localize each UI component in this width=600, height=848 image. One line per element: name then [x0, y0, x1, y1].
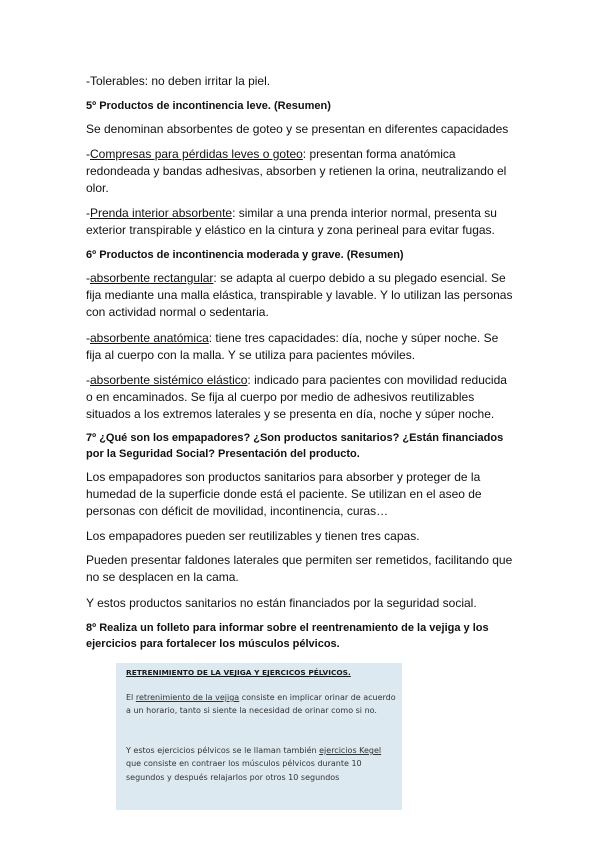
empapadores-faldones: Pueden presentar faldones laterales que permiten ser remetidos, facilitando que no se desplacen en la cama.	[86, 553, 513, 584]
rectangular-text: : se adapta al cuerpo debido a su plegado esencial. Se fija mediante una malla elástica, transpirable y lavable. Y lo utilizan las personas con actividad normal o sedentaria.	[86, 271, 513, 319]
empapadores-financiacion: Y estos productos sanitarios no están financiados por la seguridad social.	[86, 596, 477, 610]
anatomica-text: : tiene tres capacidades: día, noche y súper noche. Se fija al cuerpo con la malla. Y se utiliza para pacientes móviles.	[86, 331, 499, 362]
leaflet-p2-term: ejercicios Kegel	[319, 746, 382, 755]
leaflet-bladder-paragraph	[126, 691, 396, 718]
sistemico-text: : indicado para pacientes con movilidad reducida o en encaminados. Se fija al cuerpo por medio de adhesivos reutilizables situados a los extremos laterales y se presenta en día, noche y súper noche.	[86, 373, 507, 421]
empapadores-definition: Los empapadores son productos sanitarios para absorber y proteger de la humedad de la superficie donde está el paciente. Se utilizan en el aseo de personas con déficit de movilidad, incontinencia, curas…	[86, 470, 482, 518]
prenda-text: : similar a una prenda interior normal, presenta su exterior transpirable y elástico en la cintura y zona perineal para evitar fugas.	[86, 206, 497, 237]
empapadores-capas: Los empapadores pueden ser reutilizables y tienen tres capas.	[86, 529, 420, 543]
rectangular-item	[86, 270, 516, 321]
anatomica-prefix: -	[86, 331, 90, 345]
leaflet-p1-pre: El	[126, 693, 136, 702]
tolerables-line: -Tolerables: no deben irritar la piel.	[86, 74, 271, 88]
leaflet-p1-text: consiste en implicar orinar de acuerdo a un horario, tanto si siente la necesidad de orinar como si no.	[126, 693, 396, 716]
compresas-text: : presentan forma anatómica redondeada y bandas adhesivas, absorben y retienen la orina, neutralizando el olor.	[86, 147, 507, 195]
leaflet-p2-pre: Y estos ejercicios pélvicos se le llaman también	[126, 746, 320, 755]
rectangular-prefix: -	[86, 271, 90, 285]
rectangular-term: absorbente rectangular	[90, 271, 214, 285]
section-5-heading: 5º Productos de incontinencia leve. (Resumen)	[86, 100, 331, 112]
prenda-term: Prenda interior absorbente	[90, 206, 233, 220]
compresas-item	[86, 146, 516, 197]
section-6-heading: 6º Productos de incontinencia moderada y grave. (Resumen)	[86, 249, 404, 261]
section-7-heading: 7º ¿Qué son los empapadores? ¿Son productos sanitarios? ¿Están financiados por la Seguridad Social? Presentación del producto.	[86, 432, 504, 460]
sistemico-item	[86, 372, 516, 423]
leaflet-title: RETRENIMIENTO DE LA VEJIGA Y EJERCICOS PÉLVICOS.	[126, 668, 351, 677]
section-5-intro: Se denominan absorbentes de goteo y se presentan en diferentes capacidades	[86, 122, 509, 136]
leaflet-p2-text: que consiste en contraer los músculos pélvicos durante 10 segundos y después relajarlos por otros 10 segundos	[126, 759, 362, 782]
anatomica-item	[86, 330, 516, 364]
anatomica-term: absorbente anatómica	[90, 331, 209, 345]
leaflet-kegel-paragraph	[126, 744, 396, 784]
leaflet-image	[116, 663, 402, 810]
prenda-prefix: -	[86, 206, 90, 220]
compresas-prefix: -	[86, 147, 90, 161]
sistemico-term: absorbente sistémico elástico	[90, 373, 248, 387]
leaflet-p1-term: retrenimiento de la vejiga	[135, 693, 240, 702]
prenda-item	[86, 205, 516, 239]
section-8-heading: 8º Realiza un folleto para informar sobre el reentrenamiento de la vejiga y los ejercicios para fortalecer los músculos pélvicos.	[86, 622, 489, 650]
sistemico-prefix: -	[86, 373, 90, 387]
compresas-term: Compresas para pérdidas leves o goteo	[90, 147, 303, 161]
